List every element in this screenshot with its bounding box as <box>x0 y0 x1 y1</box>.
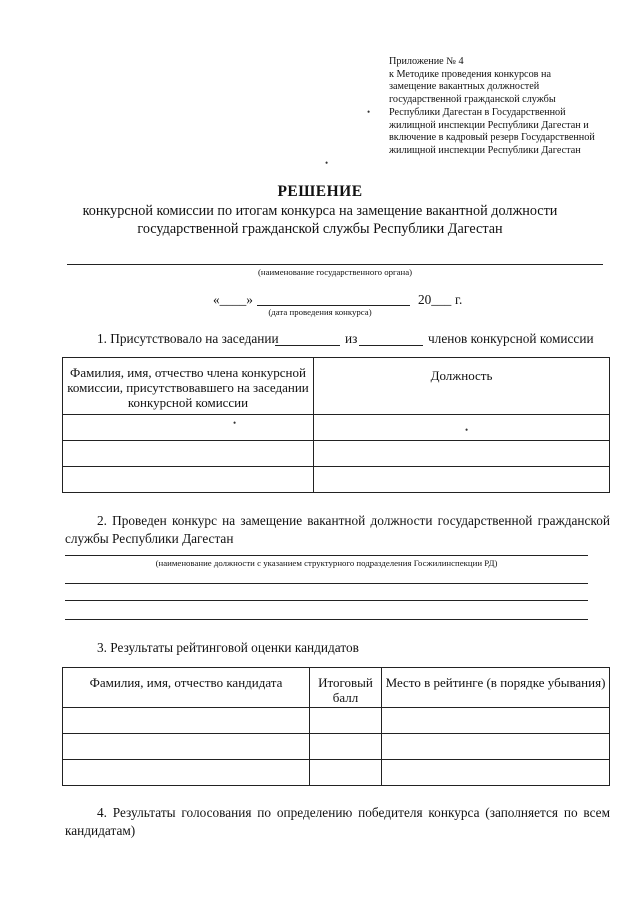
date-month-line[interactable] <box>257 305 410 306</box>
table-cell[interactable] <box>63 441 314 467</box>
header-position: Должность <box>314 358 610 415</box>
table-cell[interactable] <box>63 467 314 493</box>
position-name-line[interactable] <box>65 555 588 556</box>
appendix-line: Республики Дагестан в Государственной <box>389 106 566 118</box>
date-caption: (дата проведения конкурса) <box>268 307 372 317</box>
scan-speck: • <box>465 425 469 435</box>
table-cell[interactable] <box>63 760 310 786</box>
table-row <box>63 760 610 786</box>
appendix-line: к Методике проведения конкурсов на <box>389 68 551 80</box>
table-cell[interactable] <box>314 467 610 493</box>
appendix-line: жилищной инспекции Республики Дагестан и <box>389 119 589 131</box>
table-cell[interactable] <box>310 708 382 734</box>
table-cell[interactable] <box>314 441 610 467</box>
appendix-line: Приложение № 4 <box>389 56 464 67</box>
table-header-row <box>63 668 610 708</box>
candidate-rating-table <box>62 667 610 786</box>
appendix-line: государственной гражданской службы <box>389 94 556 106</box>
document-subtitle: конкурсной комиссии по итогам конкурса на замещение вакантной должности государственной гражданской службы Республики Дагестан <box>82 203 558 237</box>
total-count-line[interactable] <box>359 345 423 346</box>
scan-speck: • <box>233 418 237 428</box>
header-rating-place: Место в рейтинге (в порядке убывания) <box>382 668 610 708</box>
table-cell[interactable] <box>382 708 610 734</box>
section2-text: 2. Проведен конкурс на замещение вакантной должности государственной гражданской службы Республики Дагестан <box>65 513 610 546</box>
table-cell[interactable] <box>310 760 382 786</box>
appendix-line: жилищной инспекции Республики Дагестан <box>389 144 581 156</box>
section4-text: 4. Результаты голосования по определению победителя конкурса (заполняется по всем кандидатам) <box>65 805 610 838</box>
header-total-score: Итоговый балл <box>310 668 382 708</box>
table-cell[interactable] <box>310 734 382 760</box>
table-row <box>63 734 610 760</box>
date-day-field[interactable]: «____» <box>213 292 253 307</box>
appendix-note <box>389 56 634 158</box>
scan-speck: • <box>325 158 329 168</box>
organ-name-caption: (наименование государственного органа) <box>257 267 413 277</box>
date-year-suffix: г. <box>455 292 463 307</box>
section1-text-a: 1. Присутствовало на заседании <box>97 331 279 346</box>
table-header-row <box>63 358 610 415</box>
organ-name-line[interactable] <box>67 264 603 265</box>
table-row <box>63 708 610 734</box>
header-member-name: Фамилия, имя, отчество члена конкурсной комиссии, присутствовавшего на заседании конкурсной комиссии <box>63 358 314 415</box>
position-name-line[interactable] <box>65 600 588 601</box>
table-cell[interactable] <box>63 734 310 760</box>
date-year-field[interactable]: 20___ <box>418 292 452 307</box>
table-row <box>63 467 610 493</box>
table-cell[interactable] <box>63 415 314 441</box>
table-cell[interactable] <box>63 708 310 734</box>
section1-text-b: из <box>345 331 358 346</box>
appendix-line: замещение вакантных должностей <box>389 81 540 93</box>
table-cell[interactable] <box>314 415 610 441</box>
table-row <box>63 441 610 467</box>
table-cell[interactable] <box>382 760 610 786</box>
appendix-line: включение в кадровый резерв Государственной <box>389 132 595 144</box>
present-count-line[interactable] <box>275 345 340 346</box>
document-title: РЕШЕНИЕ <box>277 183 363 200</box>
table-cell[interactable] <box>382 734 610 760</box>
position-name-line[interactable] <box>65 583 588 584</box>
table-row <box>63 415 610 441</box>
position-name-caption: (наименование должности с указанием структурного подразделения Госжилинспекции РД) <box>155 558 498 568</box>
header-candidate-name: Фамилия, имя, отчество кандидата <box>63 668 310 708</box>
scan-speck: • <box>367 107 371 117</box>
section1-text-c: членов конкурсной комиссии <box>428 331 594 346</box>
commission-members-table <box>62 357 610 493</box>
position-name-line[interactable] <box>65 619 588 620</box>
section3-text: 3. Результаты рейтинговой оценки кандидатов <box>97 640 359 655</box>
